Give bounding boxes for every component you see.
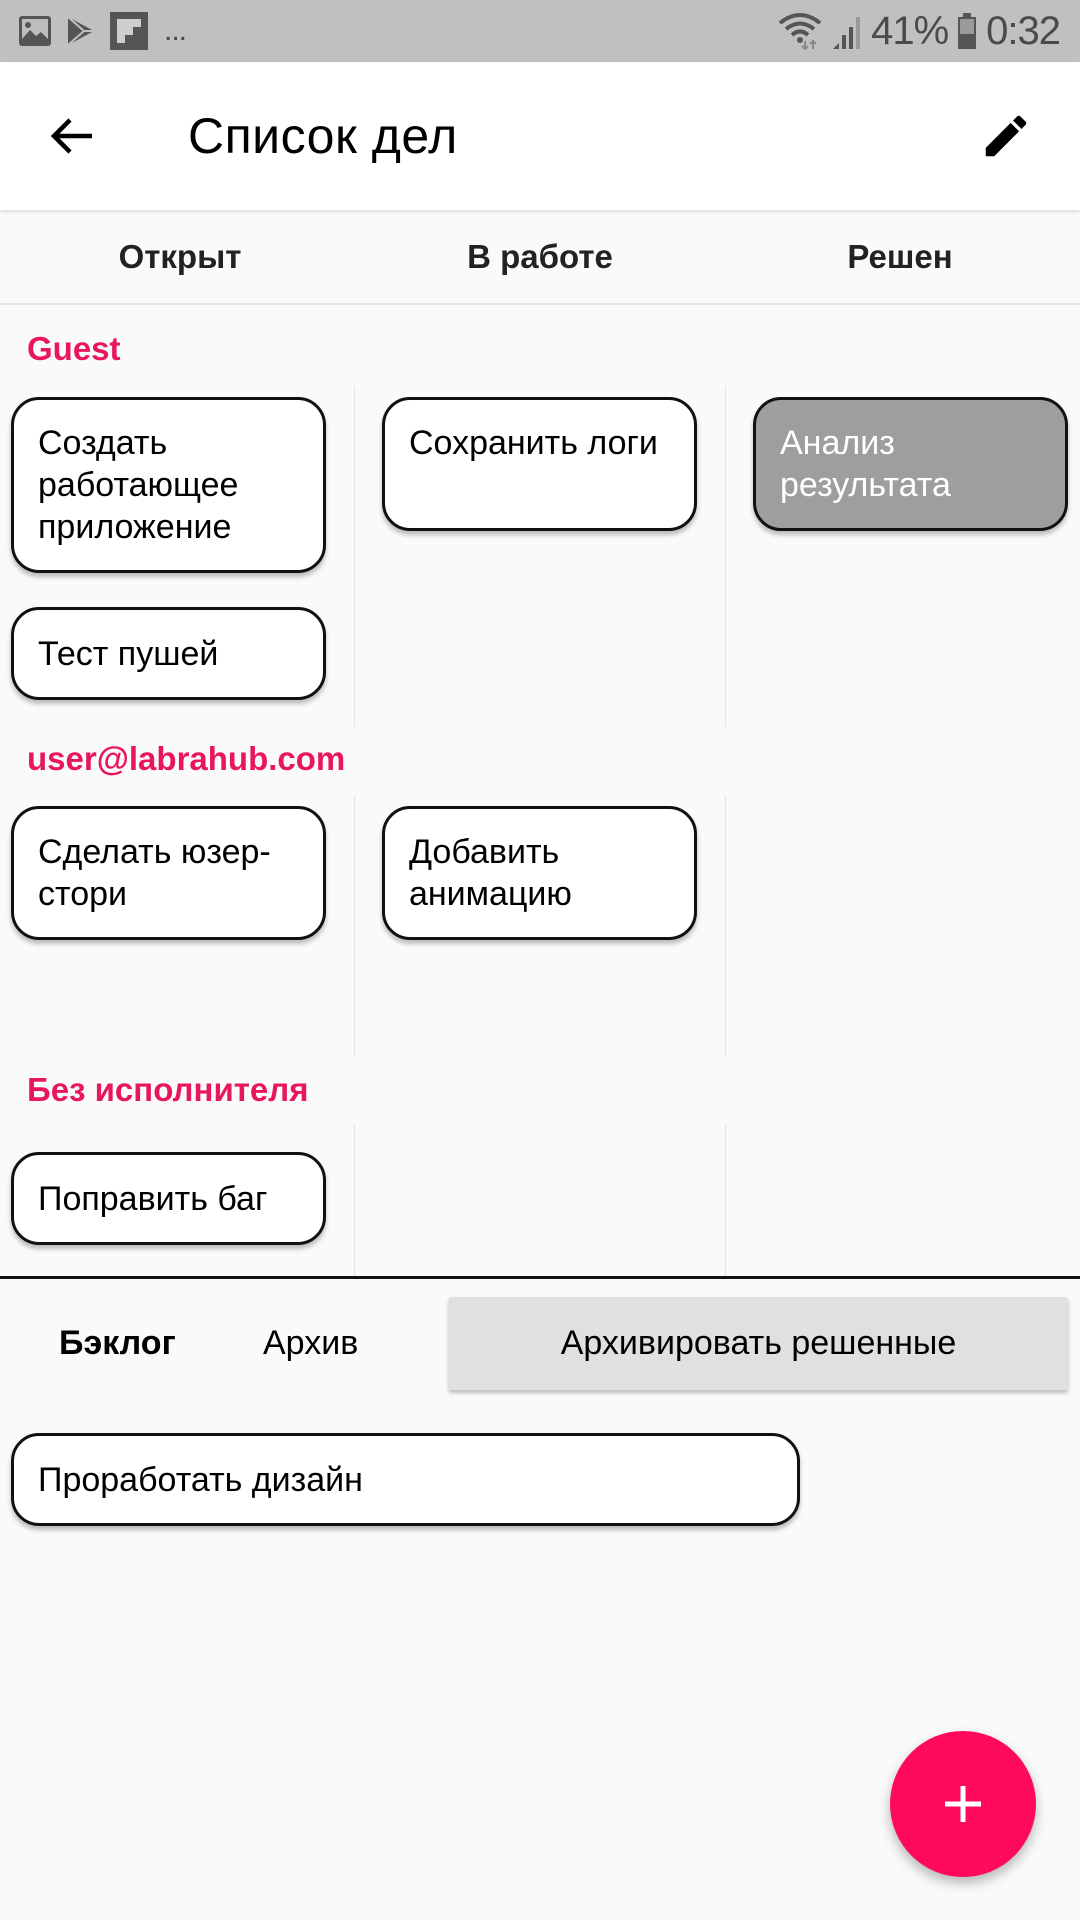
column-header-row — [0, 210, 1080, 305]
column-divider — [354, 386, 355, 727]
app-bar — [0, 62, 1080, 210]
task-card[interactable] — [11, 806, 326, 940]
board-bottom-divider — [0, 1276, 1080, 1279]
tab-archive[interactable]: Архив — [263, 1324, 359, 1362]
tab-backlog[interactable]: Бэклог — [59, 1324, 176, 1362]
arrow-back-icon — [48, 112, 96, 160]
column-header-in-progress: В работе — [467, 237, 613, 275]
column-divider — [354, 795, 355, 1056]
column-divider — [354, 1125, 355, 1277]
add-task-button[interactable] — [890, 1731, 1036, 1877]
page-title: Список дел — [188, 108, 458, 164]
pencil-icon — [979, 109, 1033, 163]
status-bar — [0, 0, 1080, 62]
task-card[interactable] — [11, 1152, 326, 1245]
section-label-guest: Guest — [27, 330, 121, 367]
plus-icon — [943, 1784, 983, 1824]
task-title: Анализ результата — [780, 424, 951, 504]
clock: 0:32 — [986, 8, 1060, 53]
column-divider — [725, 1125, 726, 1277]
task-card[interactable] — [382, 806, 697, 940]
task-card[interactable] — [11, 397, 326, 573]
task-title: Добавить анимацию — [409, 833, 572, 913]
column-divider — [725, 795, 726, 1056]
column-header-done: Решен — [847, 237, 953, 275]
signal-icon — [831, 11, 863, 51]
column-divider — [725, 386, 726, 727]
system-icons — [777, 8, 1060, 54]
wifi-icon — [777, 11, 823, 51]
notification-icons — [18, 12, 186, 50]
column-header-open: Открыт — [118, 237, 242, 275]
archive-resolved-button[interactable]: Архивировать решенные — [449, 1297, 1068, 1390]
battery-icon — [956, 11, 978, 51]
gallery-icon — [18, 15, 52, 47]
section-label-unassigned: Без исполнителя — [27, 1071, 309, 1108]
task-card[interactable] — [382, 397, 697, 531]
task-title: Сделать юзер-стори — [38, 833, 271, 913]
edit-button[interactable] — [976, 106, 1036, 166]
task-title: Создать работающее приложение — [38, 424, 239, 546]
play-store-icon — [66, 15, 96, 47]
task-title: Тест пушей — [38, 634, 219, 673]
flipboard-icon — [110, 12, 148, 50]
battery-percent: 41% — [871, 8, 949, 53]
back-button[interactable] — [44, 108, 100, 164]
section-label-user: user@labrahub.com — [27, 740, 346, 777]
backlog-card[interactable] — [11, 1433, 800, 1526]
task-title: Сохранить логи — [409, 424, 658, 462]
task-title: Проработать дизайн — [38, 1460, 363, 1499]
task-card[interactable] — [11, 607, 326, 700]
more-notifications-icon: ... — [164, 14, 187, 47]
task-title: Поправить баг — [38, 1179, 268, 1218]
task-card-done[interactable] — [753, 397, 1068, 531]
